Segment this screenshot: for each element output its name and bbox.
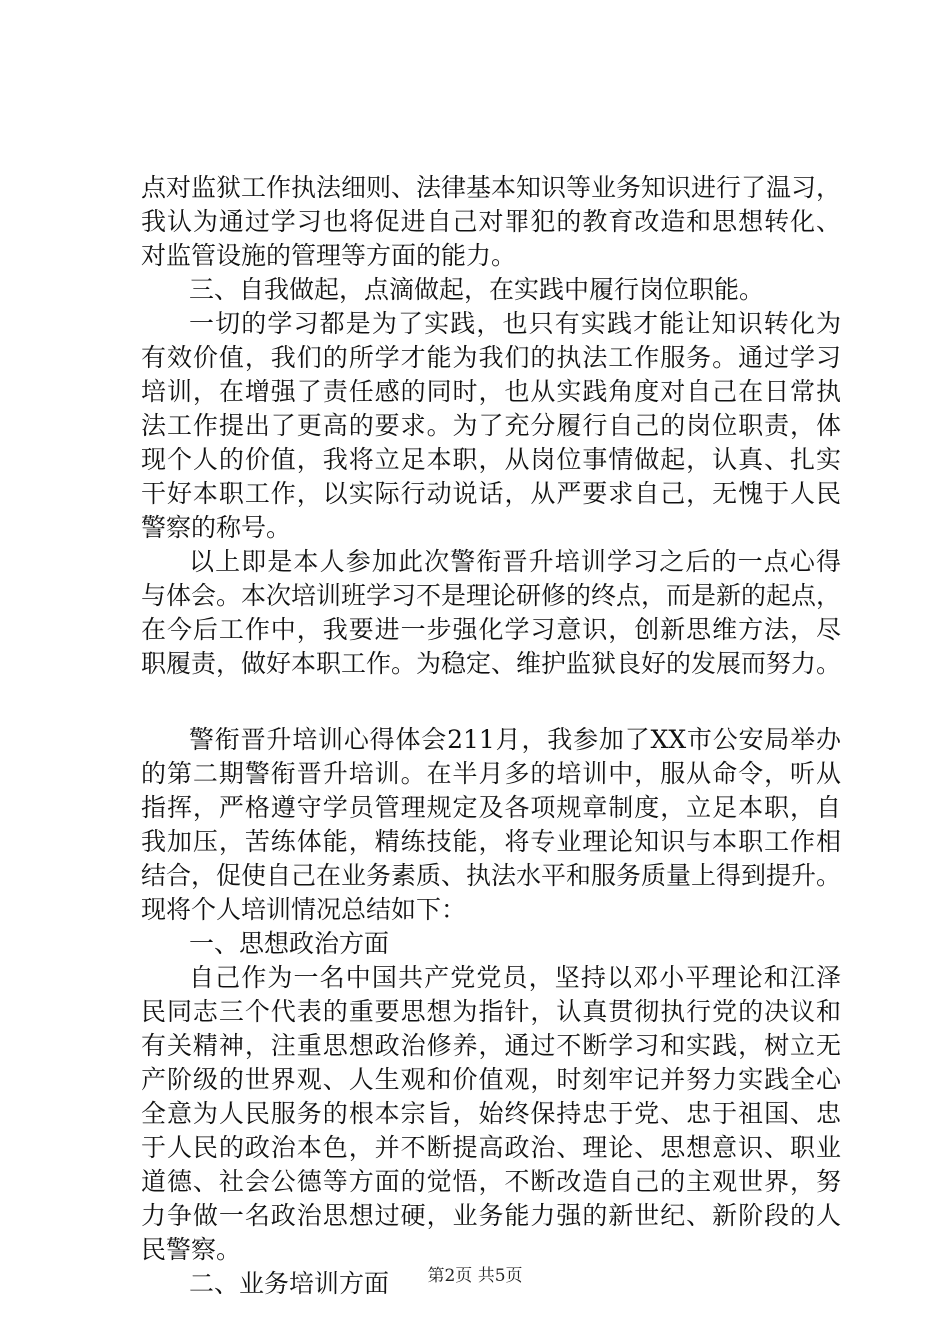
body-line: 我加压，苦练体能，精练技能，将专业理论知识与本职工作相 — [141, 827, 841, 856]
document-body — [141, 171, 841, 1301]
body-line: 现将个人培训情况总结如下： — [141, 895, 467, 924]
body-line: 在今后工作中，我要进一步强化学习意识，创新思维方法，尽 — [141, 615, 841, 644]
body-line: 一切的学习都是为了实践，也只有实践才能让知识转化为 — [189, 309, 841, 338]
body-line: 有效价值，我们的所学才能为我们的执法工作服务。通过学习 — [141, 343, 841, 372]
body-line: 警衔晋升培训心得体会211月，我参加了XX市公安局举办 — [189, 725, 841, 754]
body-line: 职履责，做好本职工作。为稳定、维护监狱良好的发展而努力。 — [141, 649, 842, 678]
body-line: 对监管设施的管理等方面的能力。 — [141, 241, 517, 270]
body-line: 有关精神，注重思想政治修养，通过不断学习和实践，树立无 — [141, 1031, 841, 1060]
section-heading: 二、业务培训方面 — [189, 1269, 390, 1298]
body-line: 指挥，严格遵守学员管理规定及各项规章制度，立足本职，自 — [141, 793, 841, 822]
paragraph-gap — [141, 681, 841, 723]
body-line: 产阶级的世界观、人生观和价值观，时刻牢记并努力实践全心 — [141, 1065, 841, 1094]
body-line: 点对监狱工作执法细则、法律基本知识等业务知识进行了温习， — [141, 173, 842, 202]
body-line: 自己作为一名中国共产党党员，坚持以邓小平理论和江泽 — [189, 963, 841, 992]
body-line: 以上即是本人参加此次警衔晋升培训学习之后的一点心得 — [189, 547, 841, 576]
body-line: 法工作提出了更高的要求。为了充分履行自己的岗位职责，体 — [141, 411, 841, 440]
body-line: 于人民的政治本色，并不断提高政治、理论、思想意识、职业 — [141, 1133, 841, 1162]
page-footer: 第2页 共5页 — [427, 1266, 523, 1286]
body-line: 干好本职工作，以实际行动说话，从严要求自己，无愧于人民 — [141, 479, 841, 508]
body-line: 民同志三个代表的重要思想为指针，认真贯彻执行党的决议和 — [141, 997, 841, 1026]
body-line: 民警察。 — [141, 1235, 242, 1264]
body-line: 警察的称号。 — [141, 513, 292, 542]
body-line: 现个人的价值，我将立足本职，从岗位事情做起，认真、扎实 — [141, 445, 841, 474]
body-line: 道德、社会公德等方面的觉悟，不断改造自己的主观世界，努 — [141, 1167, 841, 1196]
body-line: 我认为通过学习也将促进自己对罪犯的教育改造和思想转化、 — [141, 207, 841, 236]
body-line: 与体会。本次培训班学习不是理论研修的终点，而是新的起点， — [141, 581, 842, 610]
section-heading: 三、自我做起，点滴做起，在实践中履行岗位职能。 — [189, 275, 765, 304]
body-line: 的第二期警衔晋升培训。在半月多的培训中，服从命令，听从 — [141, 759, 841, 788]
body-line: 结合，促使自己在业务素质、执法水平和服务质量上得到提升。 — [141, 861, 842, 890]
body-line: 全意为人民服务的根本宗旨，始终保持忠于党、忠于祖国、忠 — [141, 1099, 841, 1128]
body-line: 培训，在增强了责任感的同时，也从实践角度对自己在日常执 — [141, 377, 841, 406]
body-line: 力争做一名政治思想过硬，业务能力强的新世纪、新阶段的人 — [141, 1201, 841, 1230]
section-heading: 一、思想政治方面 — [189, 929, 390, 958]
